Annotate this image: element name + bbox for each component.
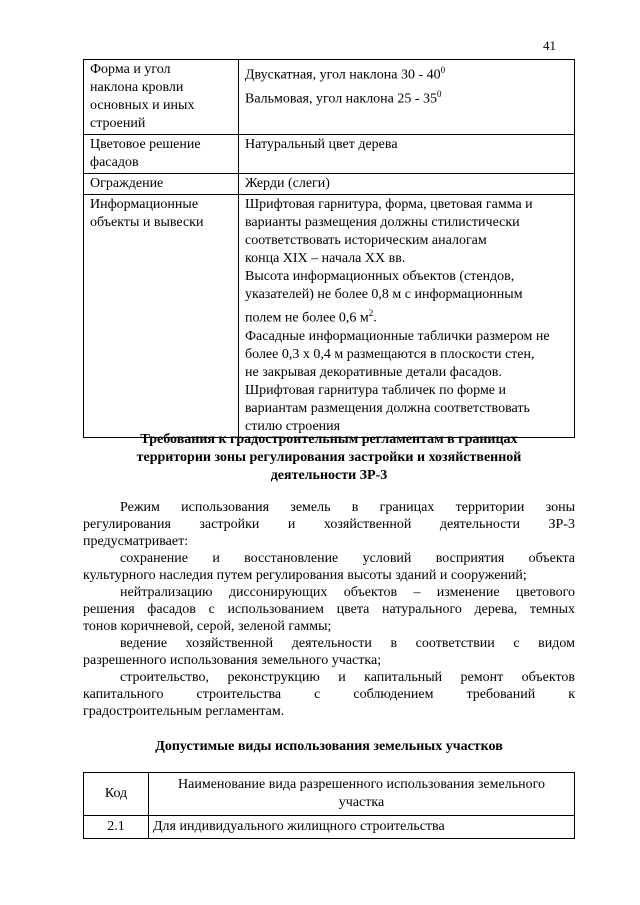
param-key: [84, 195, 239, 438]
paragraph-line: предусматривает:: [83, 534, 189, 549]
paragraph-line: ведение хозяйственной деятельности в соответствии с видом: [120, 636, 575, 651]
param-key-line: фасадов: [90, 155, 139, 170]
paragraph-line: решения фасадов с использованием цвета натурального дерева, темных: [83, 602, 575, 617]
paragraph-line: капитального строительства с соблюдением требований к: [83, 687, 575, 702]
header-name-line: участка: [338, 795, 385, 810]
param-value-line: [245, 232, 570, 250]
section-title-line: Требования к градостроительным регламентам в границах: [140, 432, 518, 447]
param-value-line: [245, 136, 570, 154]
header-name-line: Наименование вида разрешенного использования земельного: [178, 777, 545, 792]
param-value: [239, 135, 575, 174]
param-value-line: [245, 346, 570, 364]
param-value-text: полем не более 0,6 м: [245, 310, 369, 326]
param-key-line: Форма и угол: [90, 62, 171, 77]
param-value-line: [245, 175, 570, 193]
param-value-text: Жерди (слеги): [245, 176, 330, 191]
section-title-line: деятельности ЗР-3: [270, 468, 388, 483]
param-value-text: варианты размещения должны стилистически: [245, 215, 520, 230]
paragraph-line: Режим использования земель в границах территории зоны: [120, 500, 575, 515]
param-value-text: не закрывая декоративные детали фасадов.: [245, 364, 502, 380]
section-title-line: территории зоны регулирования застройки и хозяйственной: [136, 450, 522, 465]
param-value: [239, 60, 575, 135]
param-value: [239, 195, 575, 438]
params-table: [83, 59, 575, 438]
header-name: [149, 773, 575, 816]
param-value-text: Высота информационных объектов (стендов,: [245, 269, 515, 284]
param-key-line: Ограждение: [90, 176, 164, 191]
superscript: 0: [440, 65, 446, 75]
uses-table-header: [84, 773, 575, 816]
row-code: 2.1: [84, 816, 149, 839]
param-value-line: [245, 328, 570, 346]
param-value-line: [245, 268, 570, 286]
paragraph-line: разрешенного использования земельного участка;: [83, 653, 382, 668]
param-value-text: Шрифтовая гарнитура, форма, цветовая гамма и: [245, 197, 533, 212]
paragraph-line: культурного наследия путем регулирования высоты зданий и сооружений;: [83, 568, 527, 583]
param-key-line: Цветовое решение: [90, 137, 201, 152]
superscript: 2: [368, 308, 374, 318]
param-value-text: соответствовать историческим аналогам: [245, 233, 487, 248]
param-key: [84, 174, 239, 195]
param-value-text: Двускатная, угол наклона 30 - 40: [245, 67, 441, 83]
params-row: [84, 195, 575, 438]
param-value-text: Фасадные информационные таблички размером не: [245, 328, 550, 344]
params-row: [84, 174, 575, 195]
param-value-line: [245, 196, 570, 214]
params-row: [84, 60, 575, 135]
param-value-line: [245, 400, 570, 418]
param-value: [239, 174, 575, 195]
param-value-text: конца XIX – начала XX вв.: [245, 251, 406, 266]
row-name: Для индивидуального жилищного строительства: [149, 816, 575, 839]
param-value-text: вариантам размещения должна соответствовать: [245, 400, 530, 416]
section-title: [83, 431, 575, 485]
param-key-line: наклона кровли: [90, 80, 184, 95]
param-value-text: Шрифтовая гарнитура табличек по форме и: [245, 382, 507, 398]
param-value-line: [245, 286, 570, 304]
param-value-text: Натуральный цвет дерева: [245, 137, 398, 152]
paragraph-line: регулирования застройки и хозяйственной деятельности ЗР-3: [83, 517, 575, 532]
param-value-text: более 0,3 х 0,4 м размещаются в плоскости стен,: [245, 346, 535, 362]
uses-title: Допустимые виды использования земельных участков: [155, 739, 503, 754]
param-key: [84, 135, 239, 174]
param-key: [84, 60, 239, 135]
param-key-line: строений: [90, 116, 146, 131]
paragraph-line: сохранение и восстановление условий восприятия объекта: [120, 551, 575, 566]
param-value-text: стилю строения: [245, 418, 341, 434]
param-value-line: [245, 85, 570, 109]
param-value-line: [245, 214, 570, 232]
param-value-line: [245, 304, 570, 328]
param-value-line: [245, 61, 570, 85]
paragraph-line: тонов коричневой, серой, зеленой гаммы;: [83, 619, 332, 634]
param-value-tail: .: [373, 310, 377, 326]
param-value-line: [245, 250, 570, 268]
uses-table: [83, 772, 575, 839]
param-value-line: [245, 364, 570, 382]
param-key-line: Информационные: [90, 197, 199, 212]
body-text: [83, 499, 575, 720]
page-number: 41: [543, 38, 556, 53]
paragraph-line: градостроительным регламентам.: [83, 704, 285, 719]
param-value-line: [245, 382, 570, 400]
superscript: 0: [437, 88, 442, 99]
header-code: Код: [84, 773, 149, 816]
paragraph-line: нейтрализацию диссонирующих объектов – изменение цветового: [120, 585, 575, 600]
param-key-line: основных и иных: [90, 98, 195, 113]
table-row: [84, 816, 575, 839]
param-value-text: Вальмовая, угол наклона 25 - 35: [245, 91, 438, 107]
params-row: [84, 135, 575, 174]
param-value-text: указателей) не более 0,8 м с информационным: [245, 287, 523, 302]
param-key-line: объекты и вывески: [90, 215, 204, 230]
paragraph-line: строительство, реконструкцию и капитальный ремонт объектов: [120, 670, 575, 685]
